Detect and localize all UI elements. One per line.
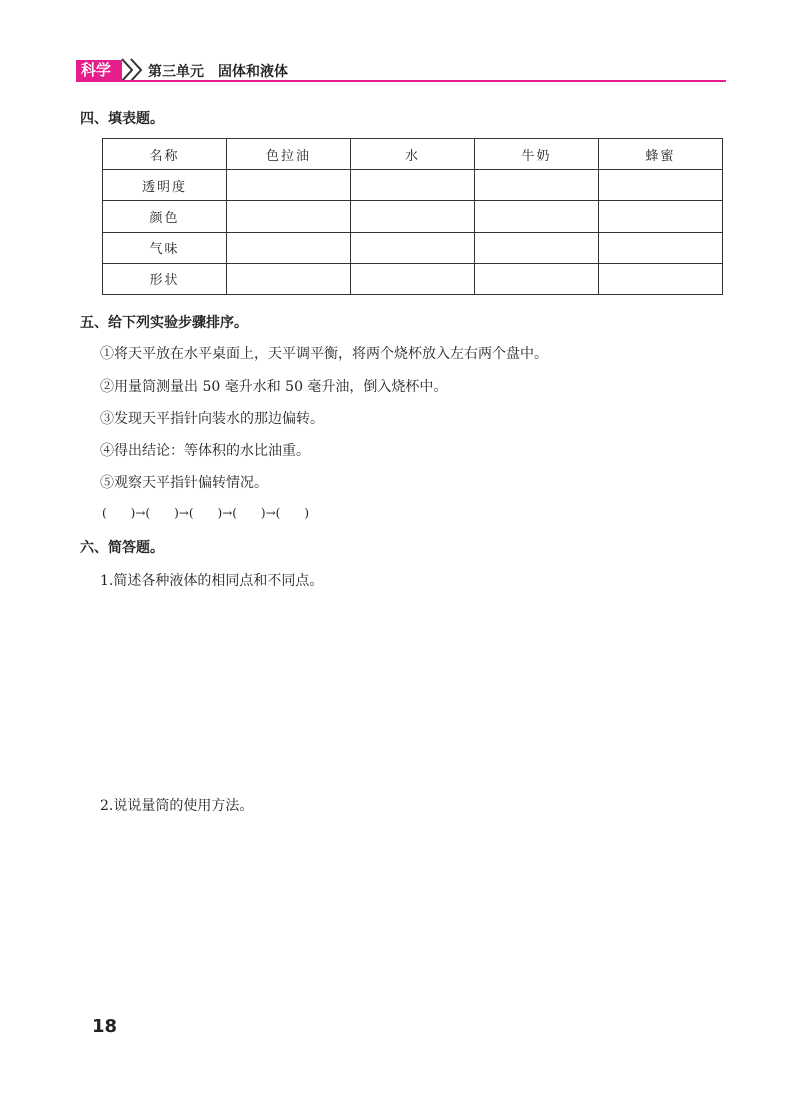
unit-title: 第三单元 固体和液体: [148, 64, 288, 80]
row-label: 颜色: [103, 201, 227, 232]
table-cell[interactable]: [351, 201, 475, 232]
table-header-row: [103, 139, 723, 170]
step-item: ③发现天平指针向装水的那边偏转。: [100, 411, 324, 427]
question-item: 2.说说量筒的使用方法。: [100, 798, 254, 814]
table-cell[interactable]: [599, 232, 723, 263]
table-cell[interactable]: [475, 232, 599, 263]
row-label: 透明度: [103, 170, 227, 201]
table-header-cell: 蜂蜜: [599, 139, 723, 170]
table-cell[interactable]: [351, 232, 475, 263]
table-cell[interactable]: [227, 170, 351, 201]
section-4-title: 四、填表题。: [80, 111, 164, 127]
question-item: 1.简述各种液体的相同点和不同点。: [100, 573, 324, 589]
table-row: [103, 263, 723, 294]
table-row: [103, 232, 723, 263]
header-divider: [76, 80, 726, 82]
double-chevron-right-icon: [120, 58, 146, 82]
section-5-title: 五、给下列实验步骤排序。: [80, 315, 248, 331]
page-number: 18: [92, 1016, 118, 1037]
subject-tab: 科学: [76, 60, 122, 80]
table-header-cell: 色拉油: [227, 139, 351, 170]
table-header-cell: 名称: [103, 139, 227, 170]
table-cell[interactable]: [351, 170, 475, 201]
table-cell[interactable]: [227, 201, 351, 232]
properties-table: [102, 138, 723, 295]
step-item: ④得出结论：等体积的水比油重。: [100, 443, 310, 459]
table-cell[interactable]: [599, 201, 723, 232]
table-cell[interactable]: [351, 263, 475, 294]
table-cell[interactable]: [599, 170, 723, 201]
table-cell[interactable]: [475, 263, 599, 294]
table-header-cell: 水: [351, 139, 475, 170]
row-label: 气味: [103, 232, 227, 263]
sequence-answer-blanks[interactable]: ( )→( )→( )→( )→( ): [102, 506, 310, 520]
table-row: [103, 170, 723, 201]
step-item: ①将天平放在水平桌面上，天平调平衡，将两个烧杯放入左右两个盘中。: [100, 346, 548, 362]
table-cell[interactable]: [227, 232, 351, 263]
table-cell[interactable]: [599, 263, 723, 294]
table-row: [103, 201, 723, 232]
table-cell[interactable]: [475, 170, 599, 201]
table-header-cell: 牛奶: [475, 139, 599, 170]
section-6-title: 六、简答题。: [80, 540, 164, 556]
row-label: 形状: [103, 263, 227, 294]
table-cell[interactable]: [227, 263, 351, 294]
step-item: ⑤观察天平指针偏转情况。: [100, 475, 268, 491]
step-item: ②用量筒测量出 50 毫升水和 50 毫升油，倒入烧杯中。: [100, 379, 448, 395]
table-cell[interactable]: [475, 201, 599, 232]
page-header: [76, 58, 726, 82]
